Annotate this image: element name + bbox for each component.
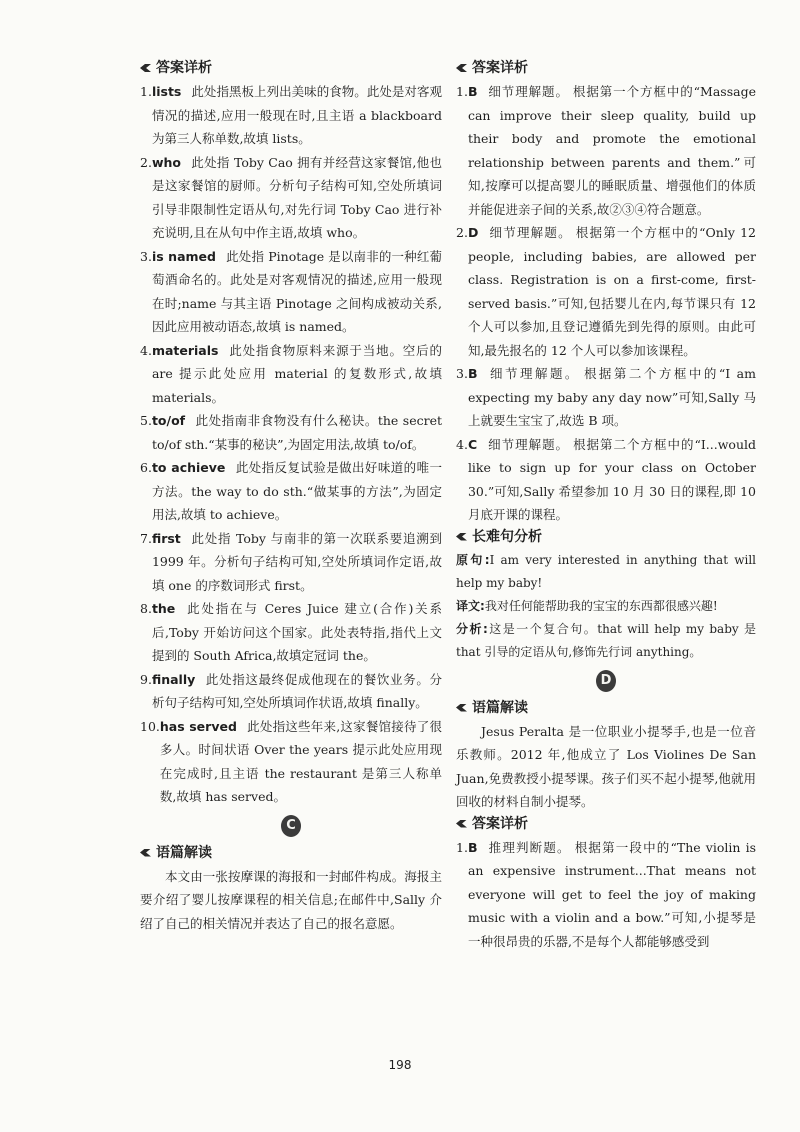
long-sentence-heading-label: 长难句分析 bbox=[472, 528, 542, 545]
answer-item bbox=[456, 836, 756, 954]
original-text: I am very interested in anything that will help my baby! bbox=[456, 552, 756, 590]
item-explanation: 此处指反复试验是做出好味道的唯一方法。the way to do sth.“做某事的方法”,为固定用法,故填 to achieve。 bbox=[151, 460, 442, 522]
item-number: 9. bbox=[140, 671, 152, 687]
item-body bbox=[152, 80, 442, 151]
answer-item bbox=[140, 409, 442, 456]
reading-summary: Jesus Peralta 是一位职业小提琴手,也是一位音乐教师。2012 年,他成立了 Los Violines De San Juan,免费教授小提琴课。孩子们买不起小提琴,他就用回收的材料自制小提琴。 bbox=[456, 723, 756, 809]
section-letter-badge: D bbox=[596, 670, 616, 692]
item-answer: materials bbox=[151, 342, 219, 358]
analysis-text: 这是一个复合句。that will help my baby 是 that 引导的定语从句,修饰先行词 anything。 bbox=[456, 621, 756, 659]
item-explanation: 此处指在与 Ceres Juice 建立(合作)关系后,Toby 开始访问这个国家。此处表特指,指代上文提到的 South Africa,故填定冠词 the。 bbox=[151, 601, 442, 663]
answers-heading-right bbox=[456, 58, 756, 78]
translation-label: 译文: bbox=[456, 598, 485, 613]
item-question-type: 推理判断题。 bbox=[487, 839, 571, 855]
item-number: 7. bbox=[140, 530, 152, 546]
item-body bbox=[152, 668, 442, 715]
item-body bbox=[468, 80, 756, 221]
answer-item bbox=[456, 362, 756, 433]
item-explanation: 此处指这最终促成他现在的餐饮业务。分析句子结构可知,空处所填词作状语,故填 finally。 bbox=[151, 671, 442, 710]
analysis bbox=[456, 618, 756, 664]
item-body bbox=[160, 715, 442, 809]
reading-summary: 本文由一张按摩课的海报和一封邮件构成。海报主要介绍了婴儿按摩课程的相关信息;在邮件中,Sally 介绍了自己的相关情况并表达了自己的报名意愿。 bbox=[140, 868, 442, 931]
answer-item bbox=[140, 339, 442, 410]
item-number: 4. bbox=[140, 342, 152, 358]
answer-item bbox=[140, 597, 442, 668]
answers-heading-label: 答案详析 bbox=[472, 815, 528, 832]
answer-item bbox=[140, 245, 442, 339]
item-explanation: 此处指南非食物没有什么秘诀。the secret to/of sth.“某事的秘诀”,为固定用法,故填 to/of。 bbox=[151, 413, 442, 452]
section-letter-badge: C bbox=[281, 815, 301, 837]
item-answer: who bbox=[151, 154, 181, 170]
item-body bbox=[468, 433, 756, 527]
answers-heading-label: 答案详析 bbox=[156, 60, 212, 76]
item-explanation: 此处指黑板上列出美味的食物。此处是对客观情况的描述,应用一般现在时,且主语 a blackboard 为第三人称单数,故填 lists。 bbox=[151, 84, 442, 146]
answers-heading-label: 答案详析 bbox=[472, 60, 528, 76]
item-answer: the bbox=[151, 601, 176, 616]
item-answer: first bbox=[151, 530, 181, 546]
long-sentence-heading bbox=[456, 527, 756, 547]
answer-item bbox=[140, 80, 442, 151]
arrow-icon bbox=[140, 62, 152, 74]
answer-item bbox=[140, 527, 442, 598]
item-explanation: 此处指食物原料来源于当地。空后的 are 提示此处应用 material 的复数形式,故填 materials。 bbox=[151, 342, 442, 405]
arrow-icon bbox=[140, 847, 152, 859]
item-question-type: 细节理解题。 bbox=[487, 366, 580, 381]
item-body bbox=[468, 836, 756, 954]
item-explanation: 根据第二个方框中的“I am expecting my baby any day now”可知,Sally 马上就要生宝宝了,故选 B 项。 bbox=[467, 366, 756, 428]
reading-heading-label: 语篇解读 bbox=[472, 699, 528, 716]
answer-item bbox=[140, 151, 442, 245]
reading-heading-left bbox=[140, 843, 442, 863]
item-body bbox=[468, 362, 756, 433]
item-answer: to achieve bbox=[151, 460, 226, 475]
answer-item bbox=[140, 668, 442, 715]
item-explanation: 此处指 Pinotage 是以南非的一种红葡萄酒命名的。此处是对客观情况的描述,应用一般现在时;name 与其主语 Pinotage 之间构成被动关系,因此应用被动语态,故填 is named。 bbox=[151, 248, 442, 334]
page-number: 198 bbox=[388, 1058, 412, 1072]
reading-heading-right bbox=[456, 698, 756, 718]
item-number: 10. bbox=[140, 718, 160, 734]
translation-text: 我对任何能帮助我的宝宝的东西都很感兴趣! bbox=[484, 598, 718, 613]
arrow-icon bbox=[456, 531, 468, 543]
reading-heading-label: 语篇解读 bbox=[156, 844, 212, 861]
right-column bbox=[456, 58, 756, 953]
item-number: 8. bbox=[140, 601, 152, 616]
item-answer: to/of bbox=[151, 413, 186, 428]
answers-heading-left bbox=[140, 58, 442, 78]
item-number: 1. bbox=[456, 839, 468, 855]
answer-item bbox=[456, 221, 756, 362]
item-number: 2. bbox=[456, 225, 468, 240]
item-answer: B bbox=[467, 366, 478, 381]
item-body bbox=[468, 221, 756, 362]
item-question-type: 细节理解题。 bbox=[487, 436, 570, 452]
item-body bbox=[152, 339, 442, 410]
arrow-icon bbox=[456, 818, 468, 830]
item-explanation: 根据第一个方框中的“Massage can improve their sleep quality, build up their body and promote the emotional relationship between parents and them.”可知,按摩可以提高婴儿的睡眠质量、增强他们的体质并能促进亲子间的关系,故②③④符合题意。 bbox=[467, 84, 756, 217]
original-label: 原句: bbox=[456, 552, 490, 567]
answers-heading-right-2 bbox=[456, 814, 756, 834]
item-body bbox=[152, 456, 442, 527]
translation bbox=[456, 595, 756, 618]
item-answer: finally bbox=[151, 671, 196, 687]
answer-item bbox=[456, 433, 756, 527]
item-explanation: 此处指 Toby Cao 拥有并经营这家餐馆,他也是这家餐馆的厨师。分析句子结构可知,空处所填词引导非限制性定语从句,对先行词 Toby Cao 进行补充说明,且在从句中作主语,故填 who。 bbox=[151, 154, 442, 240]
item-explanation: 此处指 Toby 与南非的第一次联系要追溯到 1999 年。分析句子结构可知,空处所填词作定语,故填 one 的序数词形式 first。 bbox=[151, 530, 442, 593]
item-explanation: 根据第二个方框中的“I...would like to sign up for your class on October 30.”可知,Sally 希望参加 10 月 30 日的课程,即 10 月底开课的课程。 bbox=[467, 436, 756, 522]
item-explanation: 此处指这些年来,这家餐馆接待了很多人。时间状语 Over the years 提示此处应用现在完成时,且主语 the restaurant 是第三人称单数,故填 has served。 bbox=[159, 718, 442, 804]
item-body bbox=[152, 245, 442, 339]
item-number: 1. bbox=[456, 84, 468, 99]
item-body bbox=[152, 409, 442, 456]
item-explanation: 根据第一段中的“The violin is an expensive instrument...That means not everyone will get to feel the joy of making music with a violin and a bow.”可知,小提琴是一种很昂贵的乐器,不是每个人都能够感受到 bbox=[467, 839, 756, 949]
answer-item bbox=[140, 456, 442, 527]
arrow-icon bbox=[456, 702, 468, 714]
item-number: 1. bbox=[140, 84, 152, 99]
arrow-icon bbox=[456, 62, 468, 74]
item-answer: lists bbox=[151, 84, 182, 99]
item-number: 4. bbox=[456, 436, 468, 452]
item-answer: B bbox=[467, 84, 478, 99]
item-number: 3. bbox=[456, 366, 468, 381]
item-number: 6. bbox=[140, 460, 152, 475]
item-answer: has served bbox=[159, 718, 237, 734]
item-answer: B bbox=[467, 839, 478, 855]
answer-item bbox=[140, 715, 442, 809]
item-question-type: 细节理解题。 bbox=[487, 84, 569, 99]
item-question-type: 细节理解题。 bbox=[488, 225, 572, 240]
item-answer: C bbox=[467, 436, 478, 452]
item-body bbox=[152, 597, 442, 668]
item-body bbox=[152, 527, 442, 598]
answer-item bbox=[456, 80, 756, 221]
item-body bbox=[152, 151, 442, 245]
item-number: 3. bbox=[140, 248, 152, 264]
item-explanation: 根据第一个方框中的“Only 12 people, including babies, are allowed per class. Registration is on a first-come, first-served basis.”可知,包括婴儿在内,每节课只有 12 个人可以参加,且登记遵循先到先得的原则。由此可知,最先报名的 12 个人可以参加该课程。 bbox=[467, 225, 756, 358]
original-sentence bbox=[456, 549, 756, 595]
item-number: 5. bbox=[140, 413, 152, 428]
left-column bbox=[140, 58, 442, 935]
item-answer: is named bbox=[151, 248, 216, 264]
item-number: 2. bbox=[140, 154, 152, 170]
analysis-label: 分析: bbox=[456, 621, 488, 636]
item-answer: D bbox=[467, 225, 479, 240]
